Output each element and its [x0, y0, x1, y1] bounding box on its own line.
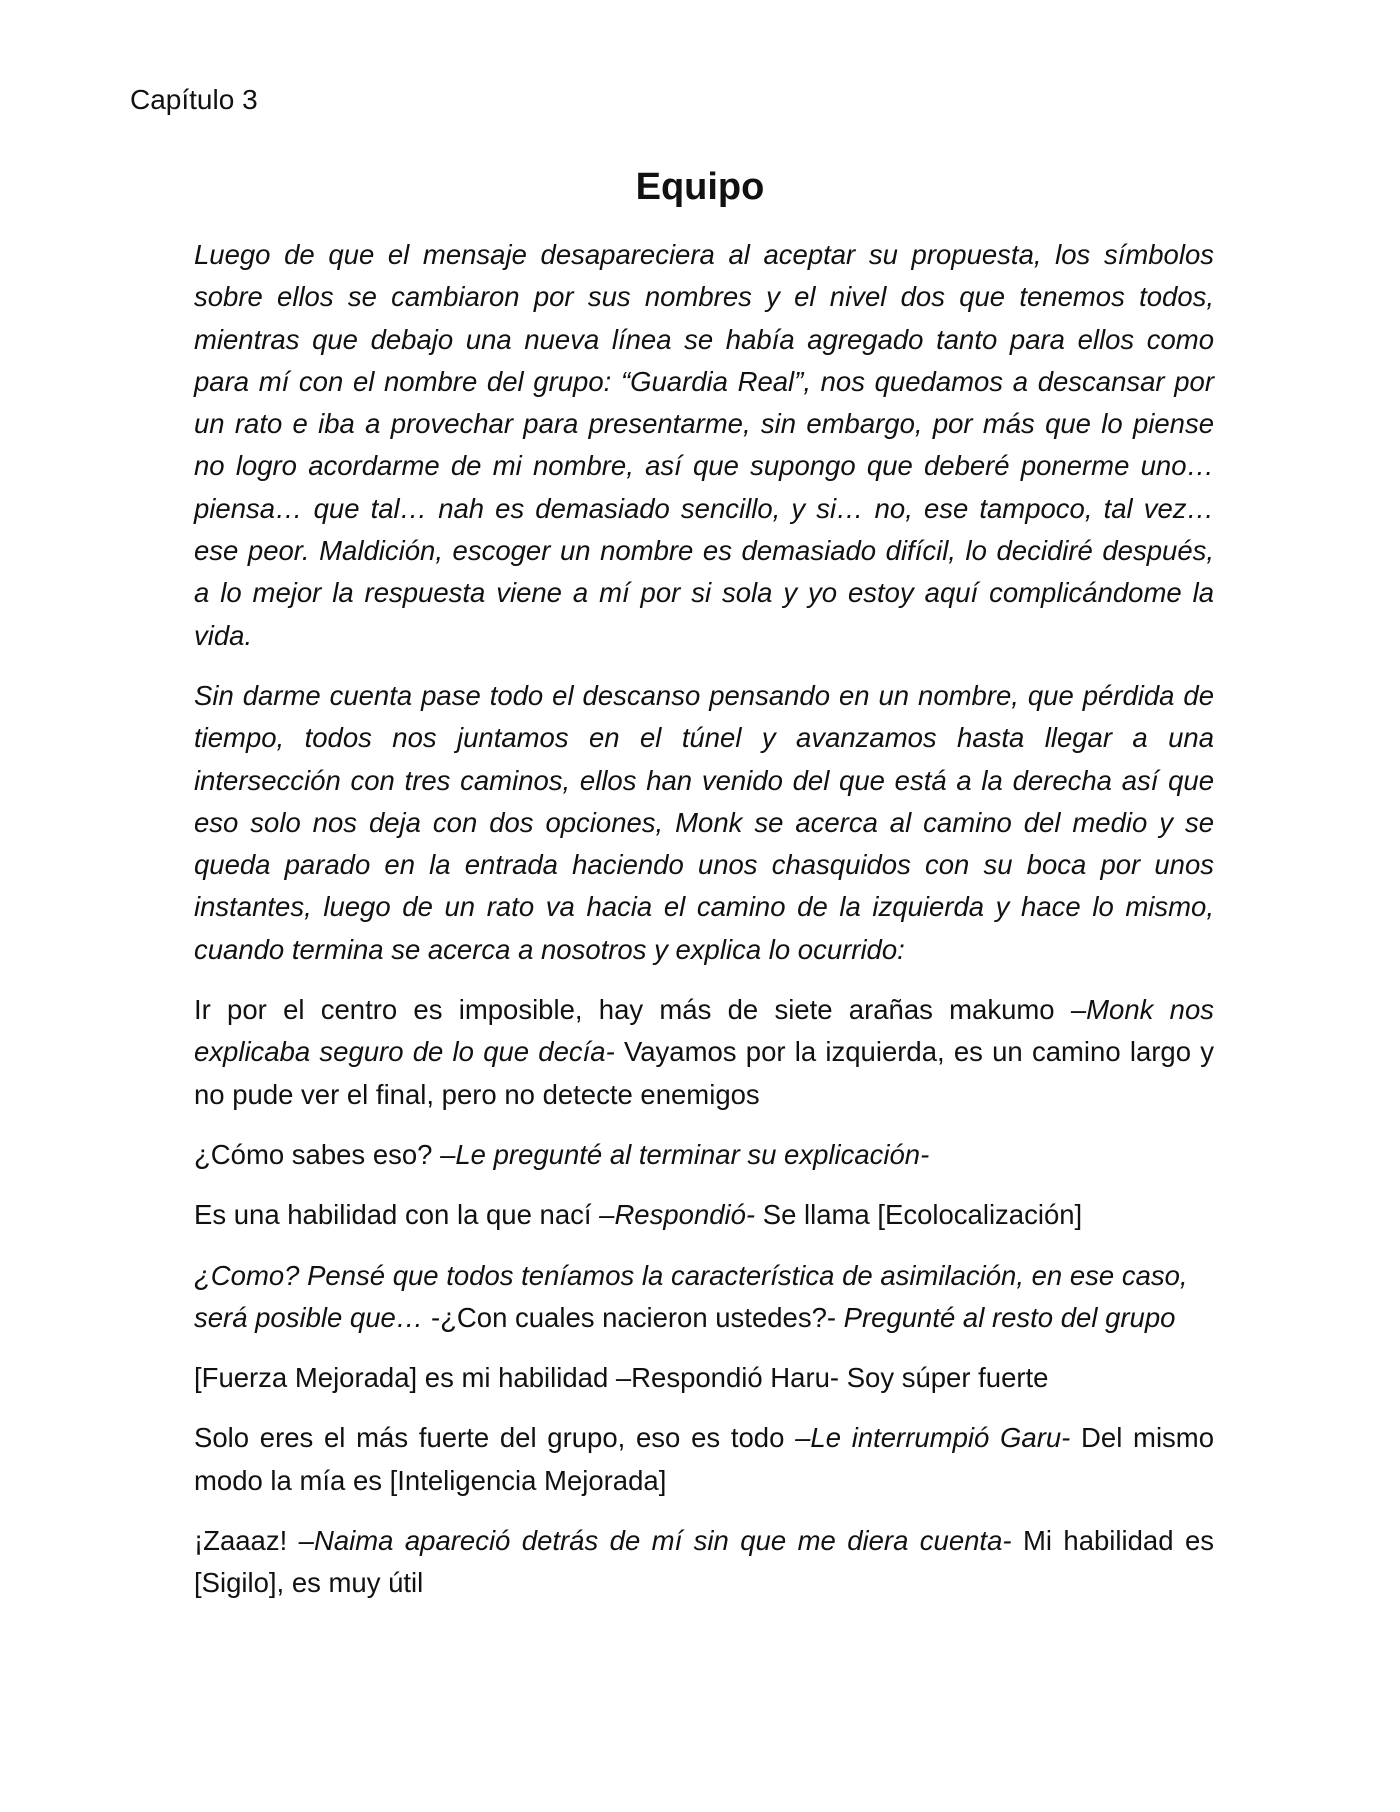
- narration-text: Luego de que el mensaje desapareciera al aceptar su propuesta, los símbolos sobre ellos se cambiaron por sus nombres y el nivel dos que tenemos todos, mientras que debajo una nueva línea se había agregado tanto para ellos como para mí con el nombre del grupo: “Guardia Real”, nos quedamos a descansar por un rato e iba a provechar para presentarme, sin embargo, por más que lo piense no logro acordarme de mi nombre, así que supongo que deberé ponerme uno… piensa… que tal… nah es demasiado sencillo, y si… no, ese tampoco, tal vez… ese peor. Maldición, escoger un nombre es demasiado difícil, lo decidiré después, a lo mejor la respuesta viene a mí por si sola y yo estoy aquí complicándome la vida.: [194, 239, 1214, 651]
- dialogue-text: Ir por el centro es imposible, hay más de siete arañas makumo: [194, 994, 1071, 1026]
- paragraph: [194, 1357, 1214, 1399]
- dialogue-text: Vayamos por la izquierda, es un camino largo y no pude ver el final, pero no detecte enemigos: [194, 1036, 1214, 1110]
- dialogue-text: Es una habilidad con la que nací: [194, 1199, 600, 1231]
- narration-text: –Naima apareció detrás de mí sin que me diera cuenta-: [298, 1525, 1012, 1557]
- chapter-label: Capítulo 3: [130, 84, 258, 115]
- dialogue-text: Se llama [Ecolocalización]: [755, 1199, 1083, 1231]
- narration-text: –Respondió-: [599, 1199, 756, 1231]
- paragraph: [194, 1194, 1214, 1236]
- paragraph: [194, 1520, 1214, 1605]
- narration-text: ¿Como? Pensé que todos teníamos la característica de asimilación, en ese caso, será posible que…: [194, 1259, 1188, 1333]
- paragraph: [194, 1255, 1214, 1340]
- dialogue-text: ¡Zaaaz!: [194, 1525, 299, 1557]
- narration-text: Pregunté al resto del grupo: [836, 1301, 1176, 1333]
- dialogue-text: -¿Con cuales nacieron ustedes?-: [430, 1301, 837, 1333]
- dialogue-text: Mi habilidad es [Sigilo], es muy útil: [194, 1525, 1214, 1599]
- paragraph: [194, 989, 1214, 1116]
- dialogue-text: [Fuerza Mejorada] es mi habilidad –Respondió Haru- Soy súper fuerte: [194, 1362, 1049, 1394]
- dialogue-text: Solo eres el más fuerte del grupo, eso es todo: [194, 1422, 796, 1454]
- paragraph: [194, 1134, 1214, 1176]
- chapter-title: Equipo: [635, 166, 765, 208]
- narration-text: –Monk nos explicaba seguro de lo que decía-: [194, 994, 1214, 1068]
- paragraph: [194, 234, 1214, 657]
- document-body: [194, 234, 1214, 1623]
- narration-text: –Le interrumpió Garu-: [795, 1422, 1071, 1454]
- paragraph: [194, 1417, 1214, 1502]
- narration-text: –Le pregunté al terminar su explicación-: [440, 1138, 930, 1170]
- paragraph: [194, 675, 1214, 971]
- narration-text: Sin darme cuenta pase todo el descanso pensando en un nombre, que pérdida de tiempo, todos nos juntamos en el túnel y avanzamos hasta llegar a una intersección con tres caminos, ellos han venido del que está a la derecha así que eso solo nos deja con dos opciones, Monk se acerca al camino del medio y se queda parado en la entrada haciendo unos chasquidos con su boca por unos instantes, luego de un rato va hacia el camino de la izquierda y hace lo mismo, cuando termina se acerca a nosotros y explica lo ocurrido:: [194, 679, 1214, 965]
- dialogue-text: ¿Cómo sabes eso?: [194, 1138, 441, 1170]
- dialogue-text: Del mismo modo la mía es [Inteligencia Mejorada]: [194, 1422, 1215, 1496]
